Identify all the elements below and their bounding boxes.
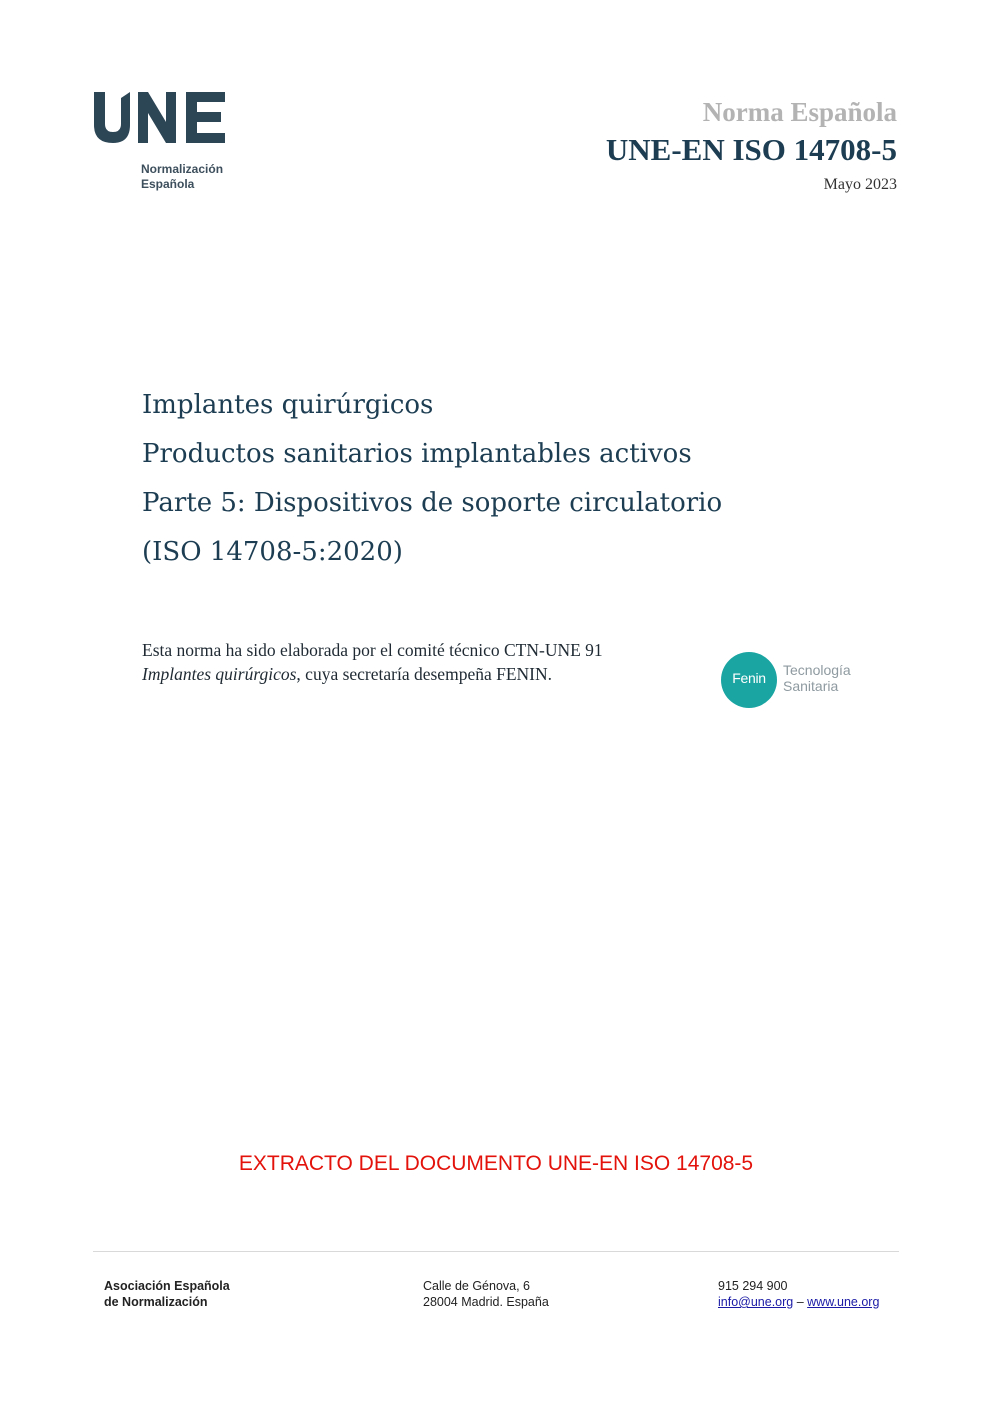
publication-date: Mayo 2023 — [823, 176, 897, 193]
footer-phone: 915 294 900 — [718, 1279, 788, 1293]
website-link[interactable]: www.une.org — [807, 1295, 880, 1309]
fenin-tagline — [783, 662, 851, 694]
standard-header — [606, 96, 897, 196]
une-wordmark-icon — [92, 88, 232, 148]
fenin-tagline-line1: Tecnología — [783, 662, 851, 678]
footer-links — [718, 1294, 879, 1310]
une-subtitle-line1: Normalización — [141, 162, 224, 176]
link-separator: – — [793, 1295, 808, 1309]
une-logo-subtitle — [141, 162, 223, 192]
footer-address-line2: 28004 Madrid. España — [423, 1295, 549, 1309]
footer-org-line2: de Normalización — [104, 1295, 208, 1309]
footer-contact — [718, 1278, 879, 1310]
committee-statement — [142, 638, 612, 686]
footer-org-line1: Asociación Española — [104, 1279, 230, 1293]
footer-organization — [104, 1278, 230, 1310]
committee-name: Implantes quirúrgicos — [142, 664, 297, 684]
footer-divider — [93, 1251, 899, 1252]
footer-address-line1: Calle de Génova, 6 — [423, 1279, 531, 1293]
document-titles — [142, 381, 722, 577]
extract-banner: EXTRACTO DEL DOCUMENTO UNE-EN ISO 14708-5 — [238, 1152, 754, 1175]
title-line-2: Productos sanitarios implantables activos — [142, 439, 692, 469]
fenin-name: Fenin — [732, 670, 766, 686]
norma-label: Norma Española — [702, 97, 897, 127]
fenin-tagline-line2: Sanitaria — [783, 678, 839, 694]
email-link[interactable]: info@une.org — [718, 1295, 794, 1309]
committee-text-after: , cuya secretaría desempeña FENIN. — [296, 664, 553, 684]
footer-address — [423, 1278, 549, 1310]
title-line-1: Implantes quirúrgicos — [142, 390, 434, 420]
title-line-4: (ISO 14708-5:2020) — [142, 537, 403, 567]
standard-code: UNE-EN ISO 14708-5 — [605, 132, 897, 167]
committee-text-before: Esta norma ha sido elaborada por el comité técnico CTN-UNE 91 — [142, 640, 603, 660]
une-logo — [92, 88, 232, 198]
title-line-3: Parte 5: Dispositivos de soporte circulatorio — [142, 488, 723, 518]
fenin-logo — [721, 652, 871, 708]
une-subtitle-line2: Española — [141, 177, 195, 191]
